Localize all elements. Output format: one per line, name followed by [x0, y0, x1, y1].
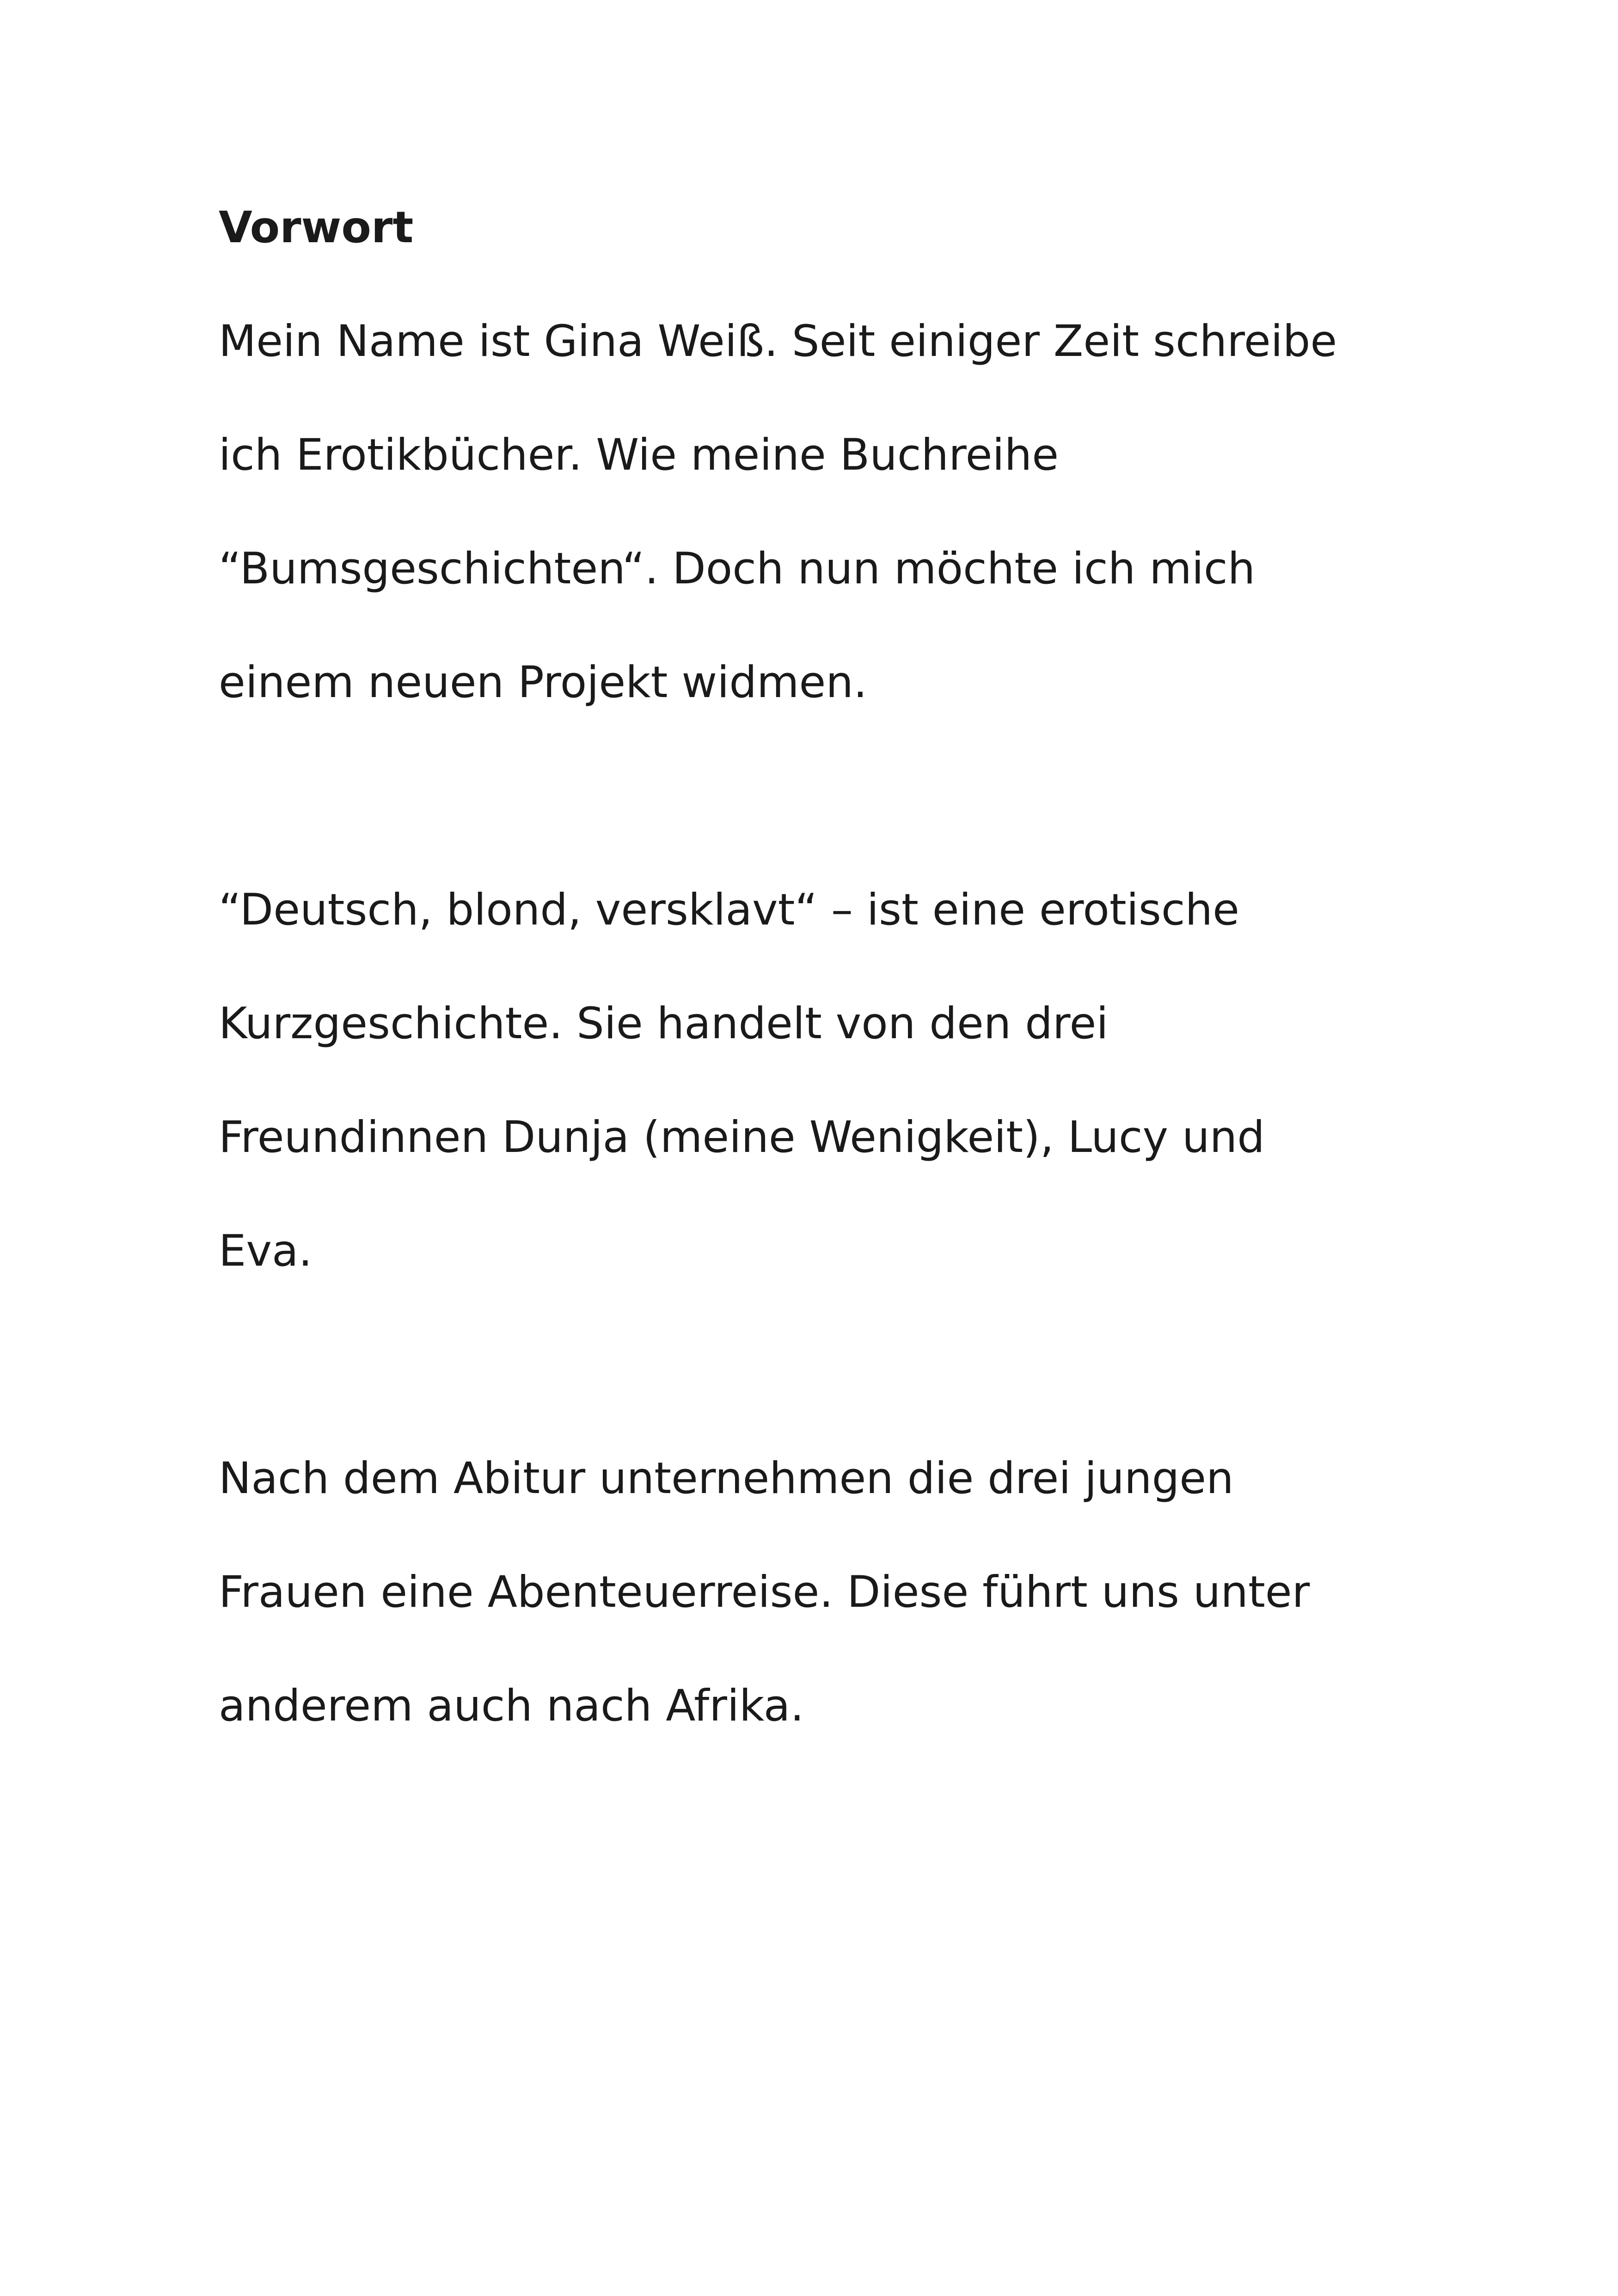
text-line: Eva. — [219, 1226, 313, 1276]
paragraph-story — [219, 853, 1467, 1308]
paragraph-gap — [219, 1308, 1467, 1422]
text-line: ich Erotikbücher. Wie meine Buchreihe — [219, 430, 1059, 480]
text-line: Mein Name ist Gina Weiß. Seit einiger Zeit schreibe — [219, 316, 1337, 367]
text-line: Frauen eine Abenteuerreise. Diese führt uns unter — [219, 1567, 1310, 1617]
paragraph-gap — [219, 740, 1467, 853]
text-line: “Bumsgeschichten“. Doch nun möchte ich mich — [219, 544, 1256, 594]
paragraph-intro — [219, 285, 1467, 740]
page-title: Vorwort — [219, 202, 414, 253]
paragraph-journey — [219, 1422, 1467, 1763]
text-line: Freundinnen Dunja (meine Wenigkeit), Lucy und — [219, 1112, 1265, 1163]
document-content — [219, 171, 1467, 1763]
text-line: “Deutsch, blond, versklavt“ – ist eine erotische — [219, 885, 1239, 935]
text-line: Kurzgeschichte. Sie handelt von den drei — [219, 998, 1109, 1049]
text-line: anderem auch nach Afrika. — [219, 1681, 804, 1731]
text-line: einem neuen Projekt widmen. — [219, 657, 867, 708]
text-line: Nach dem Abitur unternehmen die drei jungen — [219, 1453, 1234, 1504]
